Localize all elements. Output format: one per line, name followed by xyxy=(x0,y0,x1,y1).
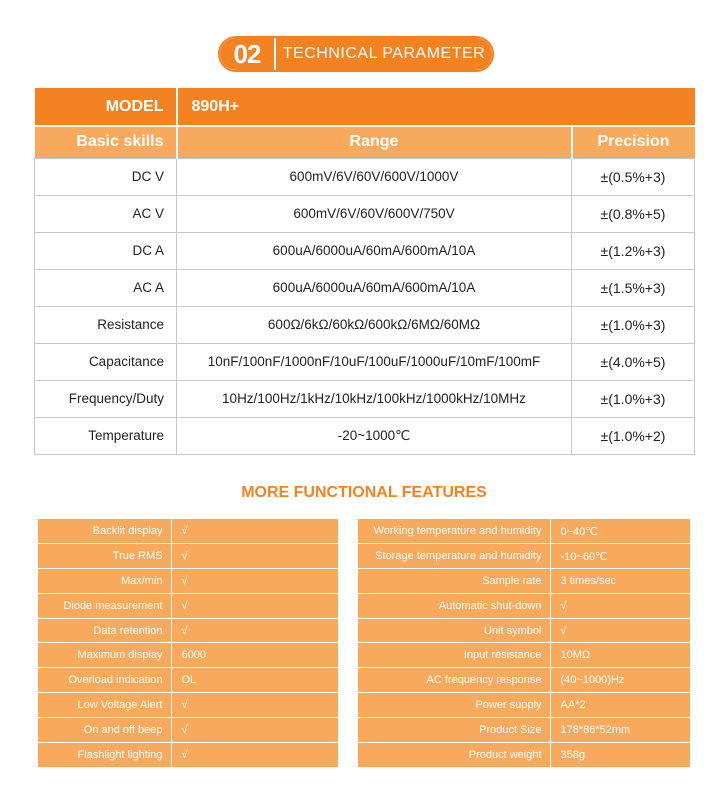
feature-value: AA*2 xyxy=(550,693,690,718)
skill-cell: AC V xyxy=(35,195,177,232)
feature-row xyxy=(38,717,338,742)
range-cell: 600uA/6000uA/60mA/600mA/10A xyxy=(177,269,572,306)
precision-cell: ±(1.5%+3) xyxy=(572,269,695,306)
table-row xyxy=(35,417,695,454)
feature-row xyxy=(358,693,690,718)
feature-value: √ xyxy=(171,618,338,643)
feature-label: Unit symbol xyxy=(358,618,550,643)
feature-value: -10~60℃ xyxy=(550,544,690,569)
technical-parameter-table xyxy=(34,88,695,455)
feature-label: Diode measurement xyxy=(38,593,171,618)
feature-label: Low Voltage Alert xyxy=(38,693,171,718)
table-row xyxy=(35,158,695,195)
header-range: Range xyxy=(177,126,572,158)
feature-row xyxy=(358,668,690,693)
feature-label: Product weight xyxy=(358,742,550,767)
feature-row xyxy=(358,519,690,544)
feature-value: 358g xyxy=(560,748,585,761)
feature-row xyxy=(38,519,338,544)
range-cell: -20~1000℃ xyxy=(177,417,572,454)
skill-cell: DC A xyxy=(35,232,177,269)
model-row xyxy=(35,88,695,126)
feature-row xyxy=(38,593,338,618)
section-header-pill xyxy=(218,36,494,72)
feature-value: √ xyxy=(171,717,338,742)
feature-label: Data retention xyxy=(38,618,171,643)
feature-value: 6000 xyxy=(171,643,338,668)
range-cell: 10Hz/100Hz/1kHz/10kHz/100kHz/1000kHz/10MHz xyxy=(177,380,572,417)
feature-value: 0~40℃ xyxy=(550,519,690,544)
feature-row xyxy=(358,569,690,594)
feature-label: On and off beep xyxy=(38,717,171,742)
feature-row xyxy=(38,693,338,718)
feature-value: √ xyxy=(171,544,338,569)
range-cell: 10nF/100nF/1000nF/10uF/100uF/1000uF/10mF/100mF xyxy=(177,343,572,380)
skill-cell: Frequency/Duty xyxy=(35,380,177,417)
feature-value: OL xyxy=(171,668,338,693)
section-title: TECHNICAL PARAMETER xyxy=(276,38,492,70)
table-row xyxy=(35,195,695,232)
precision-cell: ±(4.0%+5) xyxy=(572,343,695,380)
feature-value: 10MΩ xyxy=(550,643,690,668)
range-cell: 600Ω/6kΩ/60kΩ/600kΩ/6MΩ/60MΩ xyxy=(177,306,572,343)
feature-label: Power supply xyxy=(358,693,550,718)
features-title: MORE FUNCTIONAL FEATURES xyxy=(241,484,487,501)
feature-row xyxy=(38,618,338,643)
feature-label: Max/min xyxy=(38,569,171,594)
feature-label: Product Size xyxy=(358,717,550,742)
feature-label: AC frequency response xyxy=(358,668,550,693)
feature-row xyxy=(358,717,690,742)
precision-cell: ±(0.5%+3) xyxy=(572,158,695,195)
header-precision: Precision xyxy=(572,126,695,158)
feature-row xyxy=(358,544,690,569)
skill-cell: Resistance xyxy=(35,306,177,343)
section-number: 02 xyxy=(220,38,274,70)
feature-label: Input resistance xyxy=(358,643,550,668)
feature-row xyxy=(38,643,338,668)
feature-value: √ xyxy=(171,519,338,544)
precision-cell: ±(0.8%+5) xyxy=(572,195,695,232)
feature-value: (40~1000)Hz xyxy=(550,668,690,693)
range-cell: 600uA/6000uA/60mA/600mA/10A xyxy=(177,232,572,269)
feature-row xyxy=(358,643,690,668)
skill-cell: AC A xyxy=(35,269,177,306)
range-cell: 600mV/6V/60V/600V/750V xyxy=(177,195,572,232)
model-value: 890H+ xyxy=(177,88,695,126)
feature-label: Automatic shut-down xyxy=(358,593,550,618)
feature-label: True RMS xyxy=(38,544,171,569)
header-basic-skills: Basic skills xyxy=(35,126,177,158)
feature-label: Maximum display xyxy=(38,643,171,668)
range-cell: 600mV/6V/60V/600V/1000V xyxy=(177,158,572,195)
table-row xyxy=(35,232,695,269)
table-row xyxy=(35,269,695,306)
feature-row xyxy=(358,742,690,767)
precision-cell: ±(1.0%+3) xyxy=(572,306,695,343)
feature-row xyxy=(38,742,338,767)
skill-cell: Temperature xyxy=(35,417,177,454)
feature-label: Storage temperature and humidity xyxy=(358,544,550,569)
feature-label: Overload indication xyxy=(38,668,171,693)
feature-value: 178*86*52mm xyxy=(550,717,690,742)
features-table-right xyxy=(358,519,690,767)
feature-value: √ xyxy=(171,593,338,618)
feature-value: √ xyxy=(181,748,188,761)
feature-row xyxy=(38,569,338,594)
feature-row xyxy=(358,618,690,643)
feature-row xyxy=(38,544,338,569)
skill-cell: Capacitance xyxy=(35,343,177,380)
precision-cell: ±(1.2%+3) xyxy=(572,232,695,269)
precision-cell: ±(1.0%+3) xyxy=(572,380,695,417)
model-label: MODEL xyxy=(35,88,177,126)
feature-value: √ xyxy=(171,569,338,594)
feature-label: Flashlight lighting xyxy=(38,742,171,767)
precision-cell: ±(1.0%+2) xyxy=(572,417,695,454)
table-row xyxy=(35,306,695,343)
feature-label: Working temperature and humidity xyxy=(358,519,550,544)
table-row xyxy=(35,343,695,380)
feature-value: √ xyxy=(550,593,690,618)
feature-label: Sample rate xyxy=(358,569,550,594)
feature-label: Backlit display xyxy=(38,519,171,544)
table-header-row xyxy=(35,126,695,158)
feature-value: √ xyxy=(171,693,338,718)
features-table-left xyxy=(38,519,338,767)
feature-value: √ xyxy=(550,618,690,643)
feature-row xyxy=(38,668,338,693)
table-row xyxy=(35,380,695,417)
feature-value: 3 times/sec xyxy=(550,569,690,594)
skill-cell: DC V xyxy=(35,158,177,195)
feature-row xyxy=(358,593,690,618)
